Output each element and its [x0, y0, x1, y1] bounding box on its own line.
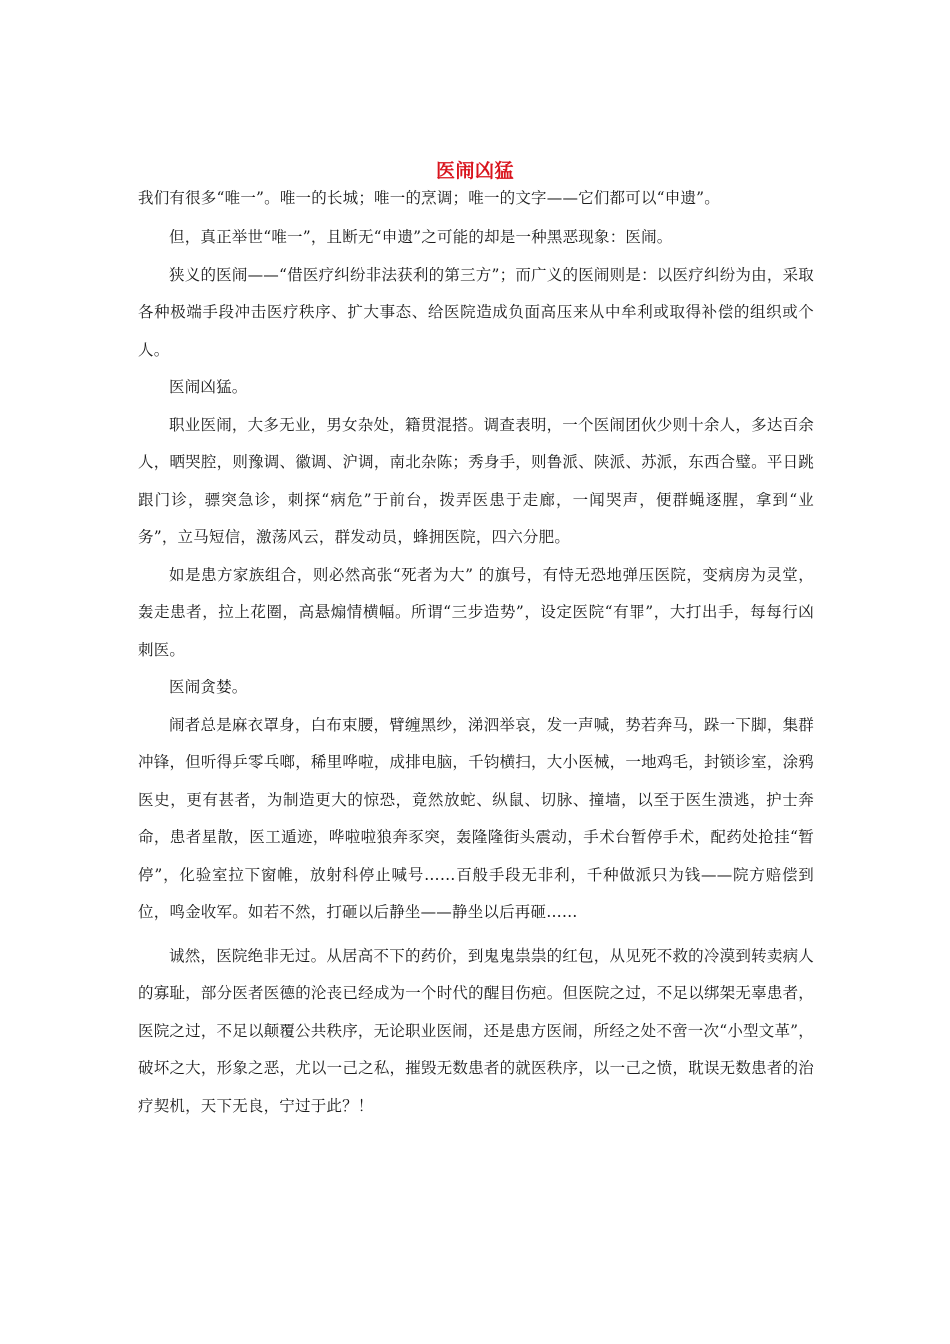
paragraph-7: 医闹贪婪。 [169, 678, 248, 696]
paragraph-3: 狭义的医闹——“借医疗纠纷非法获利的第三方”；而广义的医闹则是：以医疗纠纷为由，采取各种极端手段冲击医疗秩序、扩大事态、给医院造成负面高压来从中牟利或取得补偿的组织或个人。 [138, 265, 814, 359]
paragraph-2: 但，真正举世“唯一”，且断无“申遗”之可能的却是一种黑恶现象：医闹。 [169, 228, 673, 246]
paragraph-4: 医闹凶猛。 [169, 378, 248, 396]
paragraph-9: 诚然，医院绝非无过。从居高不下的药价，到鬼鬼祟祟的红包，从见死不救的冷漠到转卖病人的寡耻，部分医者医德的沦丧已经成为一个时代的醒目伤疤。但医院之过，不足以绑架无辜患者，医院之过，不足以颠覆公共秩序，无论职业医闹，还是患方医闹，所经之处不啻一次“小型文革”，破坏之大，形象之恶，尤以一己之私，摧毁无数患者的就医秩序，以一己之愤，耽误无数患者的治疗契机，天下无良，宁过于此？！ [138, 946, 814, 1115]
paragraph-1: 我们有很多“唯一”。唯一的长城；唯一的烹调；唯一的文字——它们都可以“申遗”。 [138, 189, 720, 207]
paragraph-6: 如是患方家族组合，则必然高张“死者为大” 的旗号，有恃无恐地弹压医院，变病房为灵堂，轰走患者，拉上花圈，高悬煽情横幅。所谓“三步造势”，设定医院“有罪”，大打出手，每每行凶刺医。 [138, 565, 814, 659]
document-body [138, 185, 814, 1125]
paragraph-5: 职业医闹，大多无业，男女杂处，籍贯混搭。调查表明，一个医闹团伙少则十余人，多达百余人，晒哭腔，则豫调、徽调、沪调，南北杂陈；秀身手，则鲁派、陕派、苏派，东西合璧。平日跳跟门诊，骠突急诊，刺探“病危”于前台，拨弄医患于走廊，一闻哭声，便群蝇逐腥，拿到“业务”，立马短信，激荡风云，群发动员，蜂拥医院，四六分肥。 [138, 415, 814, 546]
document-title: 医闹凶猛 [435, 160, 514, 182]
paragraph-8: 闹者总是麻衣罩身，白布束腰，臂缠黑纱，涕泗举哀，发一声喊，势若奔马，跺一下脚，集群冲锋，但听得乒零乓啷，稀里哗啦，成排电脑，千钧横扫，大小医械，一地鸡毛，封锁诊室，涂鸦医史，更有甚者，为制造更大的惊恐，竟然放蛇、纵鼠、切脉、撞墙，以至于医生溃逃，护士奔命，患者星散，医工遁迹，哗啦啦狼奔豕突，轰隆隆街头震动，手术台暂停手术，配药处抢挂“暂停”，化验室拉下窗帷，放射科停止喊号……百般手段无非利，千种做派只为钱——院方赔偿到位，鸣金收军。如若不然，打砸以后静坐——静坐以后再砸…… [138, 715, 814, 921]
